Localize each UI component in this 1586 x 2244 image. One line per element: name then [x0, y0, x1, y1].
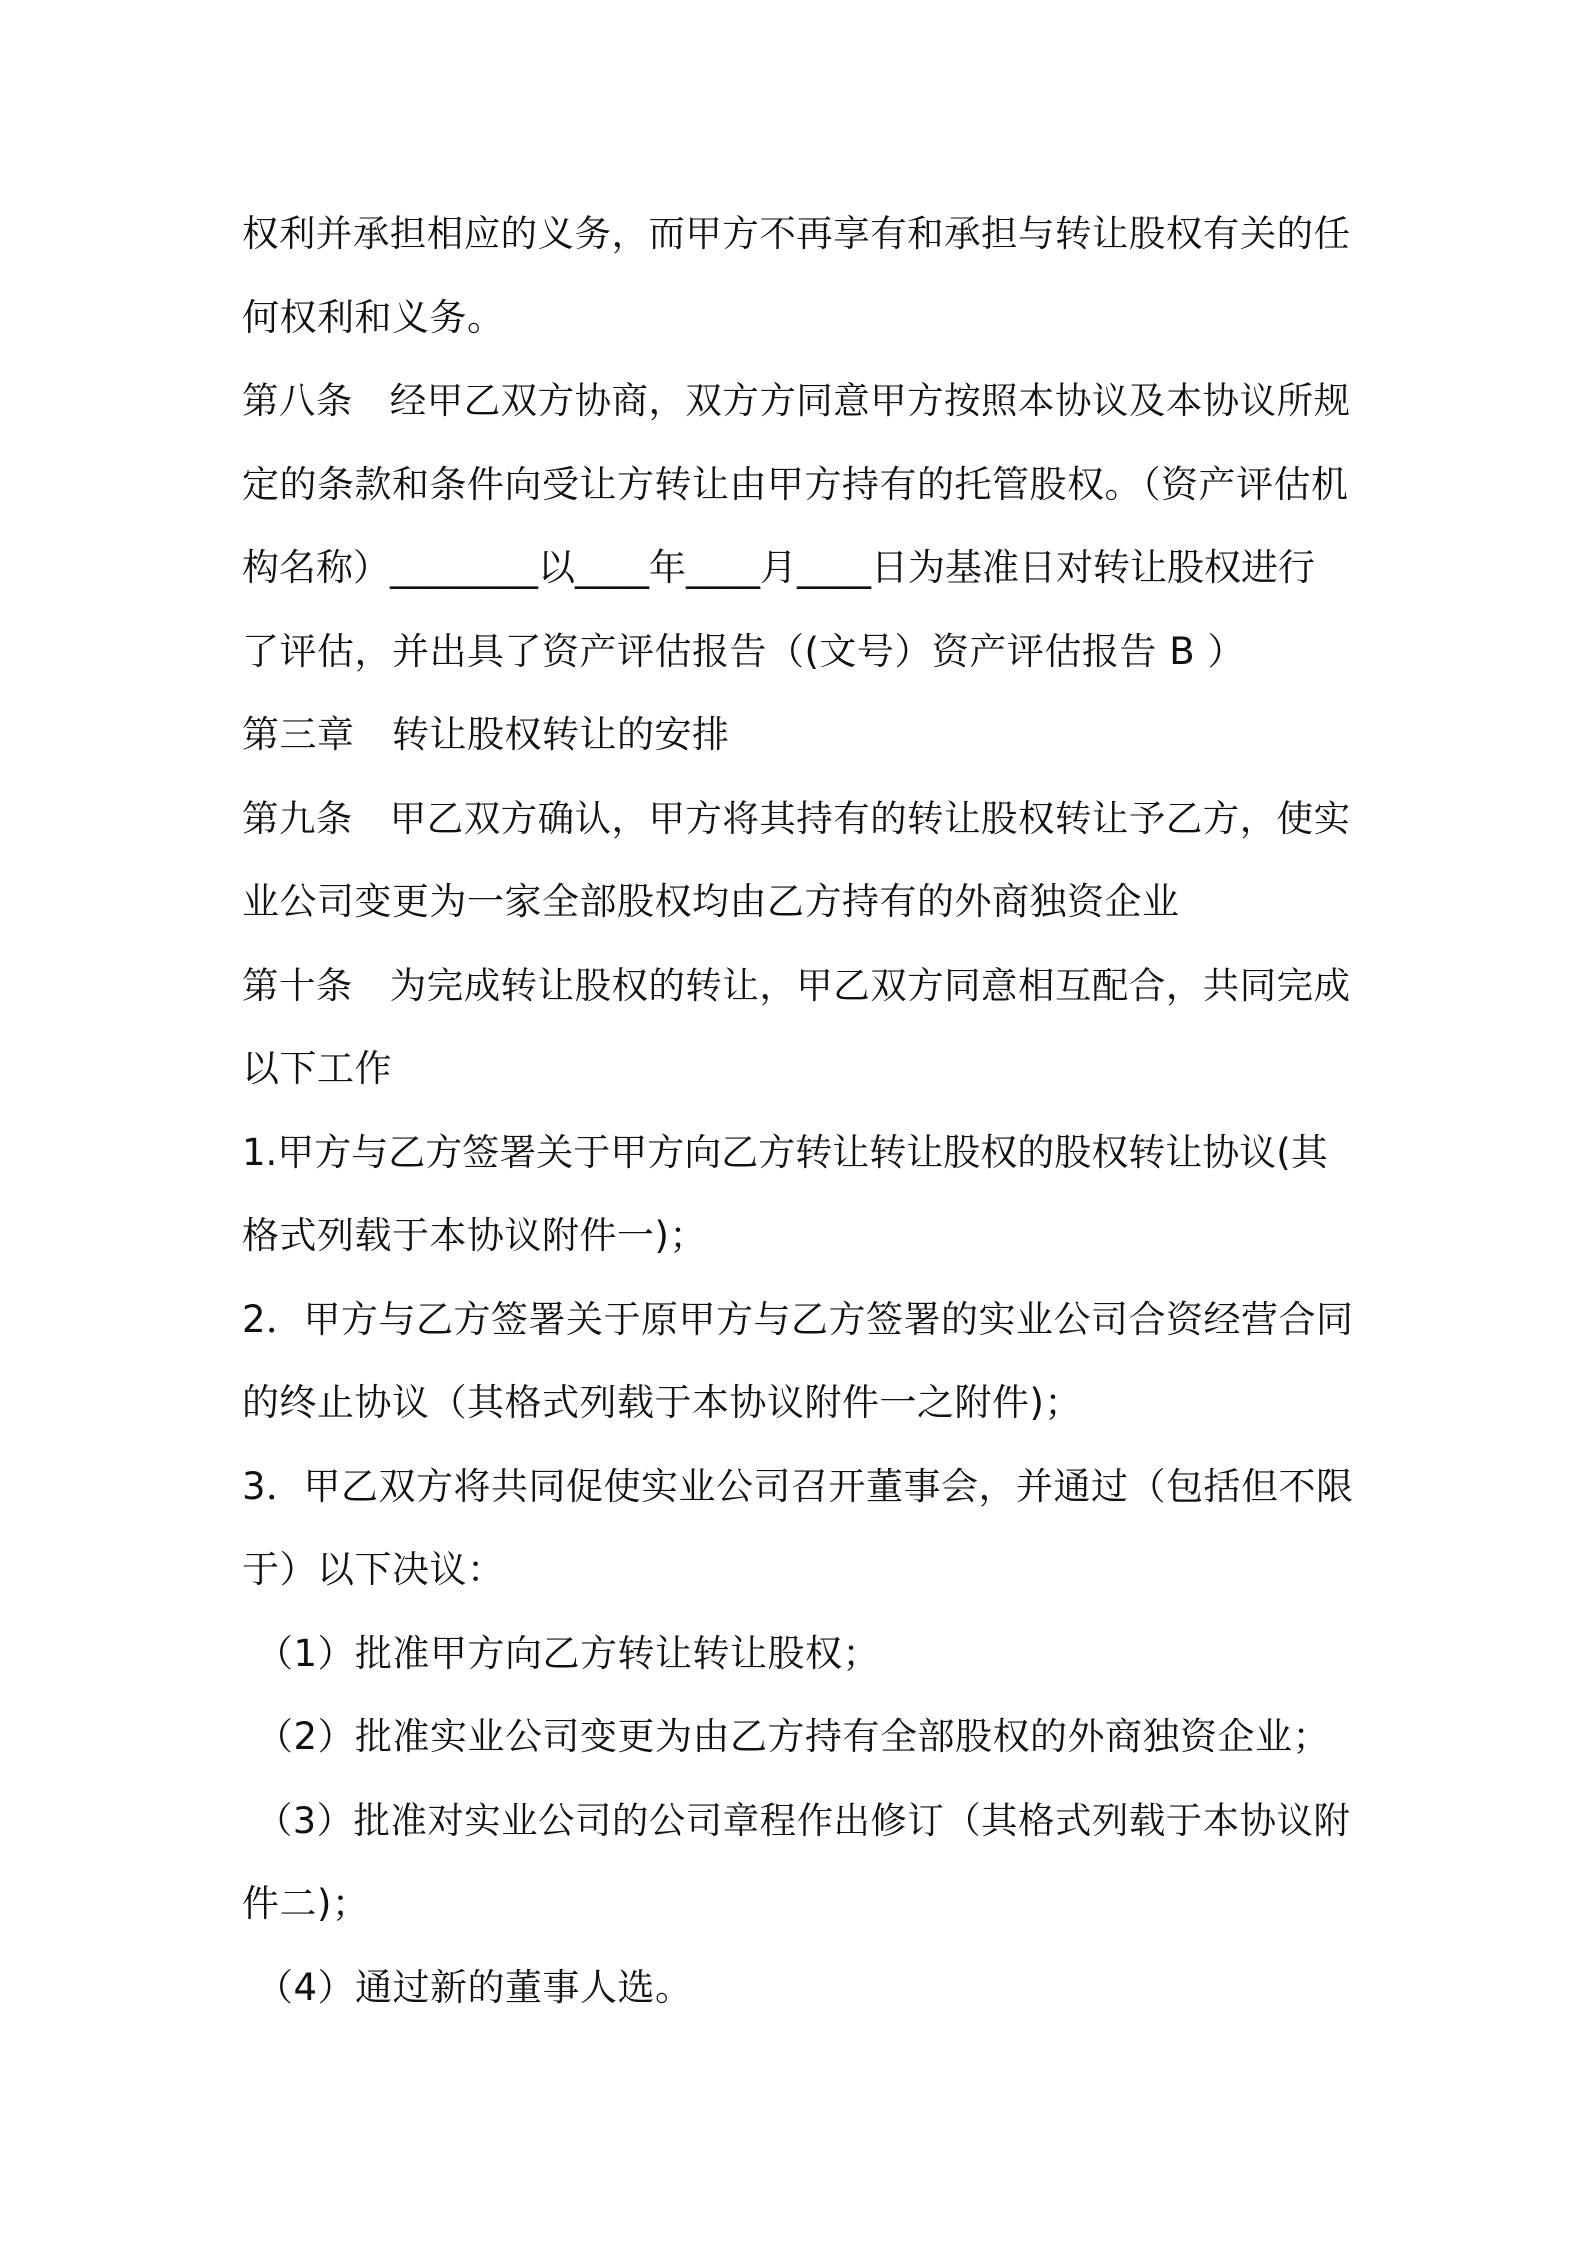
list-item-1: 1.甲方与乙方签署关于甲方向乙方转让转让股权的股权转让协议(其 [242, 1130, 1328, 1174]
sub-item-4: （4）通过新的董事人选。 [256, 1965, 693, 2009]
text-line: 格式列载于本协议附件一)； [242, 1214, 707, 1257]
document-body [242, 192, 1360, 2029]
sub-item-2: （2）批准实业公司变更为由乙方持有全部股权的外商独资企业； [256, 1715, 1331, 1758]
text-line: 以下工作 [242, 1047, 392, 1090]
text-line: 权利并承担相应的义务，而甲方不再享有和承担与转让股权有关的任 [242, 212, 1351, 255]
sub-item-1: （1）批准甲方向乙方转让转让股权； [256, 1631, 881, 1675]
text-line: 构名称）________以____年____月____日为基准日对转让股权进行 [242, 546, 1315, 589]
text-line: 业公司变更为一家全部股权均由乙方持有的外商独资企业 [242, 880, 1180, 923]
article-8-heading-line: 第八条 经甲乙双方协商，双方方同意甲方按照本协议及本协议所规 [242, 379, 1351, 422]
article-10-heading-line: 第十条 为完成转让股权的转让，甲乙双方同意相互配合，共同完成 [242, 963, 1351, 1007]
text-line: 件二)； [242, 1882, 370, 1925]
text-line: 于）以下决议： [242, 1548, 505, 1591]
text-line: 何权利和义务。 [242, 295, 505, 339]
article-9-heading-line: 第九条 甲乙双方确认，甲方将其持有的转让股权转让予乙方，使实 [242, 796, 1351, 840]
text-line: 了评估，并出具了资产评估报告（(文号）资产评估报告 B ） [242, 629, 1245, 673]
list-item-2: 2．甲方与乙方签署关于原甲方与乙方签署的实业公司合资经营合同 [242, 1297, 1354, 1341]
chapter-3-heading: 第三章 转让股权转让的安排 [242, 713, 730, 756]
text-line: 定的条款和条件向受让方转让由甲方持有的托管股权。（资产评估机 [242, 462, 1349, 506]
sub-item-3: （3）批准对实业公司的公司章程作出修订（其格式列载于本协议附 [256, 1798, 1351, 1842]
list-item-3: 3．甲乙双方将共同促使实业公司召开董事会，并通过（包括但不限 [242, 1464, 1354, 1508]
text-line: 的终止协议（其格式列载于本协议附件一之附件)； [242, 1381, 1082, 1424]
